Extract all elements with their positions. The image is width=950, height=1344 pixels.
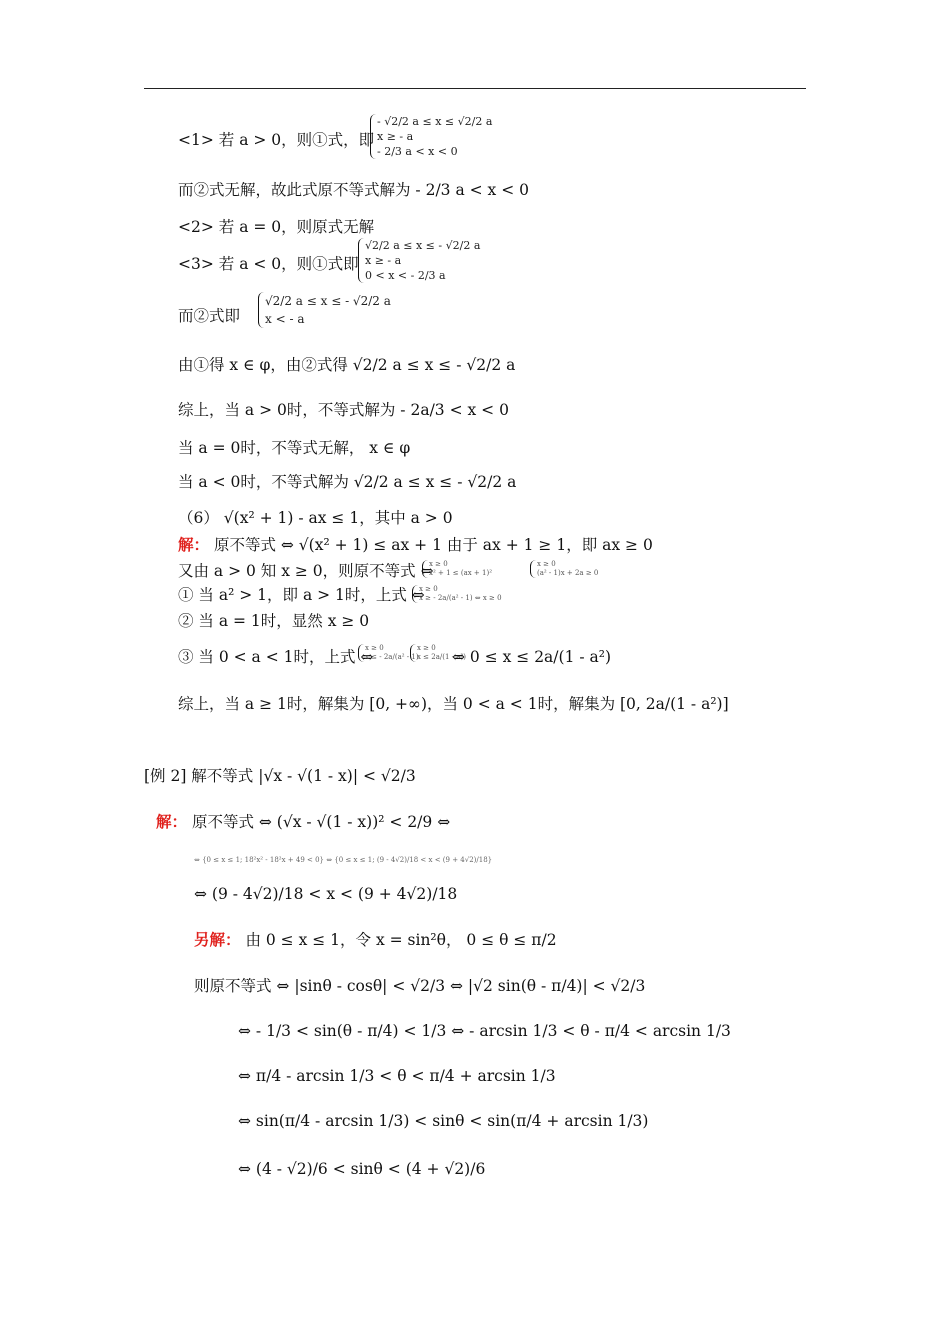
case-k1-text: ① 当 a² > 1，即 a > 1时，上式 ⇔ [178,586,425,604]
step2-line [238,1021,731,1041]
case2-line [178,217,374,237]
case1-system [370,114,492,159]
example2-text: [例 2] 解不等式 |√x - √(1 - x)| < √2/3 [144,767,416,785]
problem6-text: （6） √(x² + 1) - ax ≤ 1，其中 a > 0 [178,509,453,527]
eq2-sys-row: √2/2 a ≤ x ≤ - √2/2 a [265,294,391,308]
again-system-2 [530,560,598,578]
step4-text: ⇔ sin(π/4 - arcsin 1/3) < sinθ < sin(π/4 + arcsin 1/3) [238,1112,649,1130]
summary2-text: 当 a = 0时，不等式无解， x ∈ φ [178,439,411,457]
solution-text: 原不等式 ⇔ √(x² + 1) ≤ ax + 1 由于 ax + 1 ≥ 1，即 ax ≥ 0 [213,536,653,554]
alt-solution-text: 由 0 ≤ x ≤ 1，令 x = sin²θ， 0 ≤ θ ≤ π/2 [245,931,557,949]
example2-result-text: ⇔ (9 - 4√2)/18 < x < (9 + 4√2)/18 [194,885,458,903]
step2-text: ⇔ - 1/3 < sin(θ - π/4) < 1/3 ⇔ - arcsin 1/3 < θ - π/4 < arcsin 1/3 [238,1022,731,1040]
eq2-sys-row: x < - a [265,312,305,326]
case-k2-text: ② 当 a = 1时，显然 x ≥ 0 [178,612,370,630]
summary2-line [178,438,410,458]
step3-line [238,1066,556,1086]
header-rule [144,88,806,89]
step1-text: 则原不等式 ⇔ |sinθ - cosθ| < √2/3 ⇔ |√2 sin(θ - π/4)| < √2/3 [194,977,646,995]
eq2-line [178,306,240,326]
case-k2-line [178,611,369,631]
case3-sys-row: 0 < x < - 2/3 a [365,269,446,282]
final-text: 综上，当 a ≥ 1时，解集为 [0, +∞)，当 0 < a < 1时，解集为 [0, 2a/(1 - a²)] [178,695,729,713]
case-k1-sys-row: x ≥ 0 [419,585,438,593]
case1-sys-row: - 2/3 a < x < 0 [377,145,458,158]
case1-line [178,130,374,150]
step3-text: ⇔ π/4 - arcsin 1/3 < θ < π/4 + arcsin 1/3 [238,1067,556,1085]
case-k3-sys-row: x ≥ 0 [417,644,436,652]
example2-line [144,766,416,786]
case-k1-sys-row: x ≥ - 2a/(a² - 1) ⇔ x ≥ 0 [419,594,502,602]
again-sys-row: x² + 1 ≤ (ax + 1)² [429,569,492,577]
solution-label: 解： [178,535,210,554]
case1-conclusion-text: 而②式无解，故此式原不等式解为 - 2/3 a < x < 0 [178,181,529,199]
summary1-line [178,400,509,420]
again-system-1 [422,560,492,578]
case-k3-sys-row: x ≥ 0 [365,644,384,652]
again-line [178,561,434,581]
from-text: 由①得 x ∈ φ，由②式得 √2/2 a ≤ x ≤ - √2/2 a [178,356,516,374]
summary3-line [178,472,516,492]
example2-solution-text: 原不等式 ⇔ (√x - √(1 - x))² < 2/9 ⇔ [191,813,451,831]
again-sys-row: x ≥ 0 [537,560,556,568]
case1-sys-row: - √2/2 a ≤ x ≤ √2/2 a [377,115,493,128]
alt-solution-line [194,930,557,950]
case1-sys-row: x ≥ - a [377,130,414,143]
again-sys-row: (a² - 1)x + 2a ≥ 0 [537,569,599,577]
case-k3-sys-row: x ≤ 2a/(1 - a²) [417,653,466,661]
example2-tiny-text: ⇔ {0 ≤ x ≤ 1; 18²x² - 18²x + 49 < 0} ⇔ {0 ≤ x ≤ 1; (9 - 4√2)/18 < x < (9 + 4√2)/18} [194,856,493,864]
from-line [178,355,515,375]
example2-solution-line [156,812,450,832]
solution-line [178,535,653,555]
example2-tiny-line [194,850,492,870]
summary1-text: 综上，当 a > 0时，不等式解为 - 2a/3 < x < 0 [178,401,509,419]
eq2-system [258,292,391,328]
case-k1-line [178,585,425,605]
case3-line [178,254,359,274]
case3-sys-row: x ≥ - a [365,254,402,267]
again-text: 又由 a > 0 知 x ≥ 0，则原不等式 ⇔ [178,562,434,580]
step5-line [238,1159,485,1179]
step4-line [238,1111,648,1131]
case1-text: <1> 若 a > 0，则①式，即 [178,131,375,149]
case-k3-sys-row: x ≤ - 2a/(a² - 1) [365,653,419,661]
example2-solution-label: 解： [156,812,188,831]
step5-text: ⇔ (4 - √2)/6 < sinθ < (4 + √2)/6 [238,1160,486,1178]
case-k3-end-text: ⇔ 0 ≤ x ≤ 2a/(1 - a²) [452,648,612,666]
step1-line [194,976,645,996]
case2-text: <2> 若 a = 0，则原式无解 [178,218,375,236]
problem6-line [178,508,453,528]
case3-system [358,238,480,283]
eq2-text: 而②式即 [178,307,241,325]
case-k3-text: ③ 当 0 < a < 1时，上式 ⇔ [178,648,374,666]
case-k3-end [452,647,611,667]
case3-text: <3> 若 a < 0，则①式即 [178,255,359,273]
case1-conclusion [178,180,529,200]
final-line [178,694,729,714]
summary3-text: 当 a < 0时，不等式解为 √2/2 a ≤ x ≤ - √2/2 a [178,473,517,491]
case3-sys-row: √2/2 a ≤ x ≤ - √2/2 a [365,239,481,252]
case-k1-system [412,585,502,603]
case-k3-line [178,647,373,667]
example2-result-line [194,884,457,904]
alt-solution-label: 另解： [194,930,241,949]
again-sys-row: x ≥ 0 [429,560,448,568]
